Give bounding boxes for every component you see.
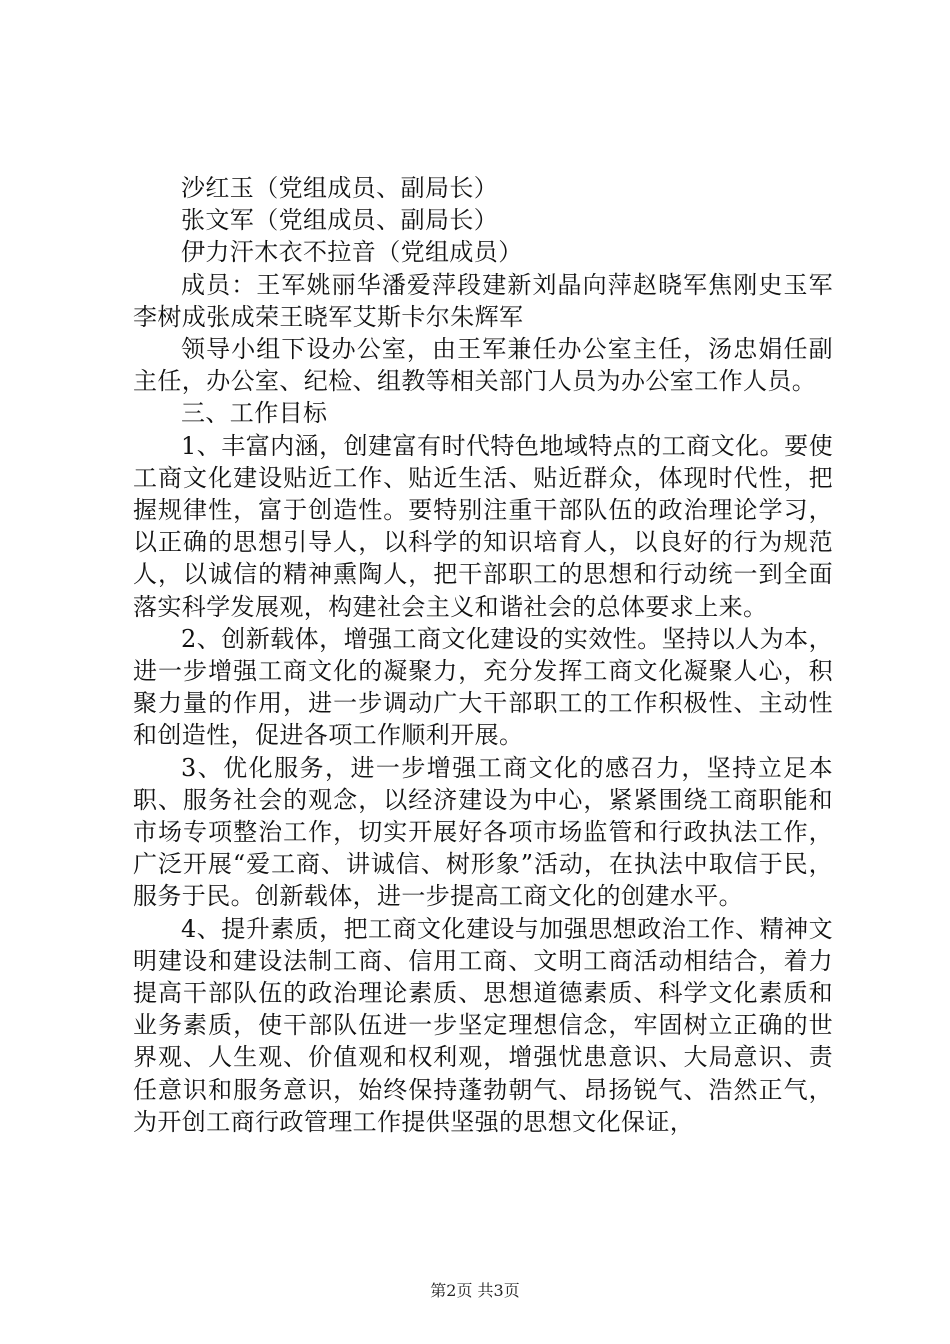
- office-paragraph: 领导小组下设办公室，由王军兼任办公室主任，汤忠娟任副主任，办公室、纪检、组教等相关部门人员为办公室工作人员。: [133, 335, 833, 396]
- member-line-sha-hongyu: 沙红玉（党组成员、副局长）: [181, 174, 499, 202]
- goal-paragraph-3: 3、优化服务，进一步增强工商文化的感召力，坚持立足本职、服务社会的观念，以经济建设为中心，紧紧围绕工商职能和市场专项整治工作，切实开展好各项市场监管和行政执法工作，广泛开展“爱工商、讲诚信、树形象”活动，在执法中取信于民，服务于民。创新载体，进一步提高工商文化的创建水平。: [133, 753, 833, 911]
- member-line-zhang-wenjun: 张文军（党组成员、副局长）: [181, 206, 499, 235]
- goal-paragraph-1: 1、丰富内涵，创建富有时代特色地域特点的工商文化。要使工商文化建设贴近工作、贴近生活、贴近群众，体现时代性，把握规律性，富于创造性。要特别注重干部队伍的政治理论学习，以正确的思想引导人，以科学的知识培育人，以良好的行为规范人，以诚信的精神熏陶人，把干部职工的思想和行动统一到全面落实科学发展观，构建社会主义和谐社会的总体要求上来。: [133, 431, 833, 621]
- section-heading-goals: 三、工作目标: [181, 399, 328, 428]
- members-paragraph: 成员：王军姚丽华潘爱萍段建新刘晶向萍赵晓军焦刚史玉军李树成张成荣王晓军艾斯卡尔朱辉军: [133, 270, 833, 331]
- goal-paragraph-4: 4、提升素质，把工商文化建设与加强思想政治工作、精神文明建设和建设法制工商、信用工商、文明工商活动相结合，着力提高干部队伍的政治理论素质、思想道德素质、科学文化素质和业务素质，使干部队伍进一步坚定理想信念，牢固树立正确的世界观、人生观、价值观和权利观，增强忧患意识、大局意识、责任意识和服务意识，始终保持蓬勃朝气、昂扬锐气、浩然正气，为开创工商行政管理工作提供坚强的思想文化保证，: [133, 914, 833, 1136]
- document-body: [133, 172, 833, 1138]
- member-line-yilihan: 伊力汗木衣不拉音（党组成员）: [181, 238, 523, 267]
- goal-paragraph-2: 2、创新载体，增强工商文化建设的实效性。坚持以人为本，进一步增强工商文化的凝聚力，充分发挥工商文化凝聚人心，积聚力量的作用，进一步调动广大干部职工的工作积极性、主动性和创造性，促进各项工作顺利开展。: [133, 624, 833, 750]
- page-number-footer: 第2页 共3页: [430, 1281, 520, 1300]
